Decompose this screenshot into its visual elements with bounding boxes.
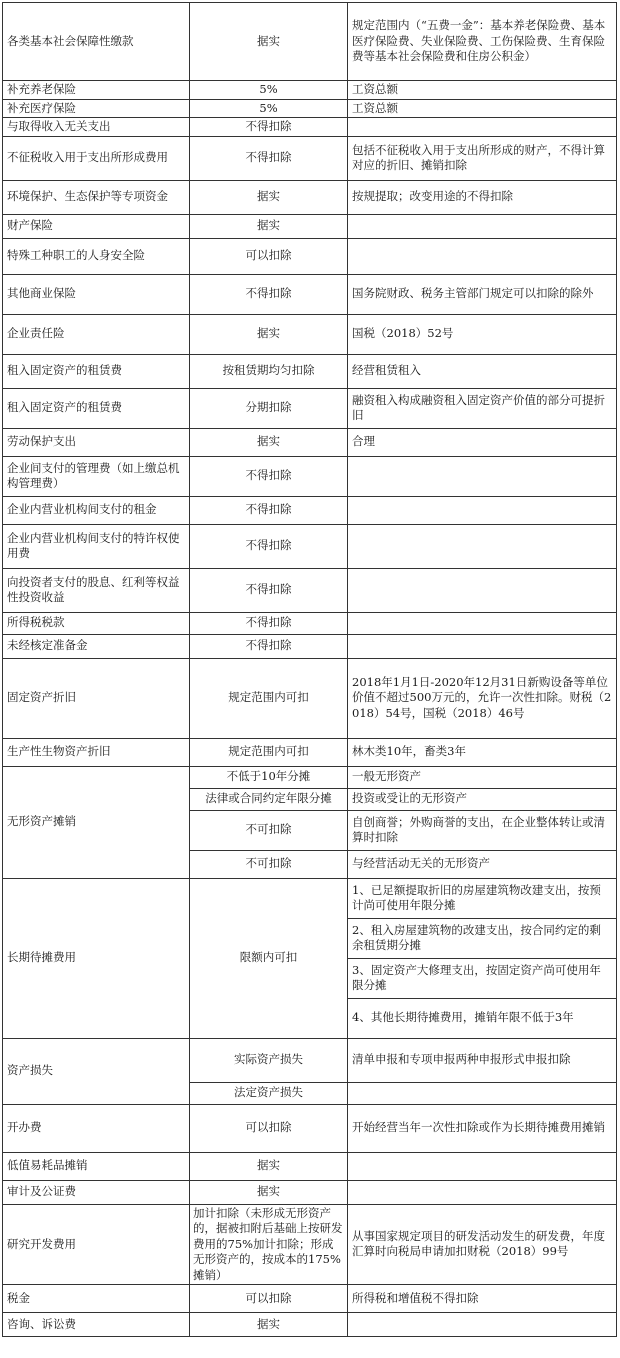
method-cell: 据实 (190, 428, 348, 456)
table-row (3, 274, 617, 314)
note-cell: 4、其他长期待摊费用，摊销年限不低于3年 (348, 998, 617, 1038)
method-cell: 据实 (190, 214, 348, 238)
note-cell (348, 456, 617, 496)
method-cell: 不低于10年分摊 (190, 766, 348, 788)
table-row (3, 524, 617, 568)
item-cell: 研究开发费用 (3, 1204, 190, 1285)
item-cell: 未经核定准备金 (3, 634, 190, 658)
item-cell: 各类基本社会保障性缴款 (3, 3, 190, 81)
item-cell: 审计及公证费 (3, 1180, 190, 1204)
note-cell (348, 1313, 617, 1337)
table-row (3, 81, 617, 100)
method-cell: 据实 (190, 180, 348, 214)
item-cell: 无形资产摊销 (3, 766, 190, 878)
note-cell: 所得税和增值税不得扣除 (348, 1285, 617, 1313)
item-cell: 企业责任险 (3, 314, 190, 354)
method-cell: 可以扣除 (190, 1285, 348, 1313)
item-cell: 财产保险 (3, 214, 190, 238)
item-cell: 与取得收入无关支出 (3, 118, 190, 137)
table-row (3, 238, 617, 274)
method-cell: 不得扣除 (190, 634, 348, 658)
table-row (3, 1285, 617, 1313)
table-row (3, 180, 617, 214)
note-cell: 按规提取；改变用途的不得扣除 (348, 180, 617, 214)
note-cell (348, 496, 617, 524)
table-row (3, 766, 617, 788)
item-cell: 所得税税款 (3, 612, 190, 634)
note-cell (348, 118, 617, 137)
note-cell (348, 238, 617, 274)
note-cell (348, 612, 617, 634)
table-row (3, 496, 617, 524)
method-cell: 不得扣除 (190, 496, 348, 524)
method-cell: 可以扣除 (190, 1104, 348, 1152)
note-cell: 自创商誉；外购商誉的支出，在企业整体转让或清算时扣除 (348, 810, 617, 850)
method-cell: 规定范围内可扣 (190, 738, 348, 766)
item-cell: 资产损失 (3, 1038, 190, 1104)
table-row (3, 136, 617, 180)
note-cell: 工资总额 (348, 81, 617, 100)
note-cell: 工资总额 (348, 99, 617, 118)
method-cell: 不得扣除 (190, 118, 348, 137)
note-cell: 开始经营当年一次性扣除或作为长期待摊费用摊销 (348, 1104, 617, 1152)
note-cell (348, 1082, 617, 1104)
item-cell: 补充医疗保险 (3, 99, 190, 118)
note-cell: 融资租入构成融资租入固定资产价值的部分可提折旧 (348, 388, 617, 428)
note-cell (348, 524, 617, 568)
method-cell: 5% (190, 81, 348, 100)
note-cell (348, 1180, 617, 1204)
item-cell: 其他商业保险 (3, 274, 190, 314)
method-cell: 规定范围内可扣 (190, 658, 348, 738)
table-row (3, 1038, 617, 1082)
note-cell (348, 1152, 617, 1180)
method-cell: 据实 (190, 314, 348, 354)
note-cell: 2、租入房屋建筑物的改建支出，按合同约定的剩余租赁期分摊 (348, 918, 617, 958)
method-cell: 不可扣除 (190, 850, 348, 878)
item-cell: 不征税收入用于支出所形成费用 (3, 136, 190, 180)
note-cell (348, 214, 617, 238)
item-cell: 租入固定资产的租赁费 (3, 388, 190, 428)
item-cell: 开办费 (3, 1104, 190, 1152)
table-row (3, 1204, 617, 1285)
method-cell: 5% (190, 99, 348, 118)
item-cell: 劳动保护支出 (3, 428, 190, 456)
method-cell: 法律或合同约定年限分摊 (190, 788, 348, 810)
note-cell: 规定范围内（“五费一金”：基本养老保险费、基本医疗保险费、失业保险费、工伤保险费、生育保险费等基本社会保险费和住房公积金） (348, 3, 617, 81)
note-cell: 投资或受让的无形资产 (348, 788, 617, 810)
method-cell: 不可扣除 (190, 810, 348, 850)
item-cell: 租入固定资产的租赁费 (3, 354, 190, 388)
method-cell: 据实 (190, 3, 348, 81)
table-row (3, 456, 617, 496)
table-row (3, 1152, 617, 1180)
method-cell: 分期扣除 (190, 388, 348, 428)
table-row (3, 3, 617, 81)
method-cell: 限额内可扣 (190, 878, 348, 1038)
method-cell: 不得扣除 (190, 524, 348, 568)
method-cell: 据实 (190, 1313, 348, 1337)
table-row (3, 428, 617, 456)
method-cell: 实际资产损失 (190, 1038, 348, 1082)
item-cell: 企业内营业机构间支付的特许权使用费 (3, 524, 190, 568)
item-cell: 固定资产折旧 (3, 658, 190, 738)
method-cell: 不得扣除 (190, 568, 348, 612)
note-cell: 1、已足额提取折旧的房屋建筑物改建支出，按预计尚可使用年限分摊 (348, 878, 617, 918)
table-row (3, 568, 617, 612)
table-row (3, 99, 617, 118)
note-cell: 林木类10年，畜类3年 (348, 738, 617, 766)
note-cell: 与经营活动无关的无形资产 (348, 850, 617, 878)
table-row (3, 612, 617, 634)
item-cell: 企业内营业机构间支付的租金 (3, 496, 190, 524)
item-cell: 生产性生物资产折旧 (3, 738, 190, 766)
method-cell: 据实 (190, 1180, 348, 1204)
table-row (3, 388, 617, 428)
item-cell: 向投资者支付的股息、红利等权益性投资收益 (3, 568, 190, 612)
method-cell: 法定资产损失 (190, 1082, 348, 1104)
table-row (3, 1104, 617, 1152)
table-row (3, 314, 617, 354)
deduction-table (2, 2, 617, 1337)
table-row (3, 878, 617, 918)
item-cell: 咨询、诉讼费 (3, 1313, 190, 1337)
note-cell: 一般无形资产 (348, 766, 617, 788)
table-row (3, 354, 617, 388)
item-cell: 长期待摊费用 (3, 878, 190, 1038)
table-row (3, 1180, 617, 1204)
table-row (3, 634, 617, 658)
note-cell: 包括不征税收入用于支出所形成的财产，不得计算对应的折旧、摊销扣除 (348, 136, 617, 180)
table-row (3, 118, 617, 137)
item-cell: 特殊工种职工的人身安全险 (3, 238, 190, 274)
note-cell: 清单申报和专项申报两种申报形式申报扣除 (348, 1038, 617, 1082)
note-cell: 合理 (348, 428, 617, 456)
method-cell: 加计扣除（未形成无形资产的，据被扣附后基础上按研发费用的75%加计扣除；形成无形资产的，按成本的175%摊销） (190, 1204, 348, 1285)
note-cell: 国税（2018）52号 (348, 314, 617, 354)
method-cell: 不得扣除 (190, 136, 348, 180)
note-cell (348, 634, 617, 658)
item-cell: 补充养老保险 (3, 81, 190, 100)
table-row (3, 658, 617, 738)
method-cell: 按租赁期均匀扣除 (190, 354, 348, 388)
method-cell: 不得扣除 (190, 274, 348, 314)
item-cell: 低值易耗品摊销 (3, 1152, 190, 1180)
item-cell: 环境保护、生态保护等专项资金 (3, 180, 190, 214)
note-cell: 从事国家规定项目的研发活动发生的研发费，年度汇算时向税局申请加扣财税（2018）99号 (348, 1204, 617, 1285)
item-cell: 税金 (3, 1285, 190, 1313)
table-row (3, 738, 617, 766)
note-cell: 2018年1月1日-2020年12月31日新购设备等单位价值不超过500万元的，允许一次性扣除。财税（2018）54号，国税（2018）46号 (348, 658, 617, 738)
note-cell: 3、固定资产大修理支出，按固定资产尚可使用年限分摊 (348, 958, 617, 998)
note-cell: 经营租赁租入 (348, 354, 617, 388)
method-cell: 不得扣除 (190, 456, 348, 496)
table-row (3, 1313, 617, 1337)
method-cell: 可以扣除 (190, 238, 348, 274)
table-row (3, 214, 617, 238)
item-cell: 企业间支付的管理费（如上缴总机构管理费） (3, 456, 190, 496)
method-cell: 据实 (190, 1152, 348, 1180)
method-cell: 不得扣除 (190, 612, 348, 634)
note-cell: 国务院财政、税务主管部门规定可以扣除的除外 (348, 274, 617, 314)
note-cell (348, 568, 617, 612)
